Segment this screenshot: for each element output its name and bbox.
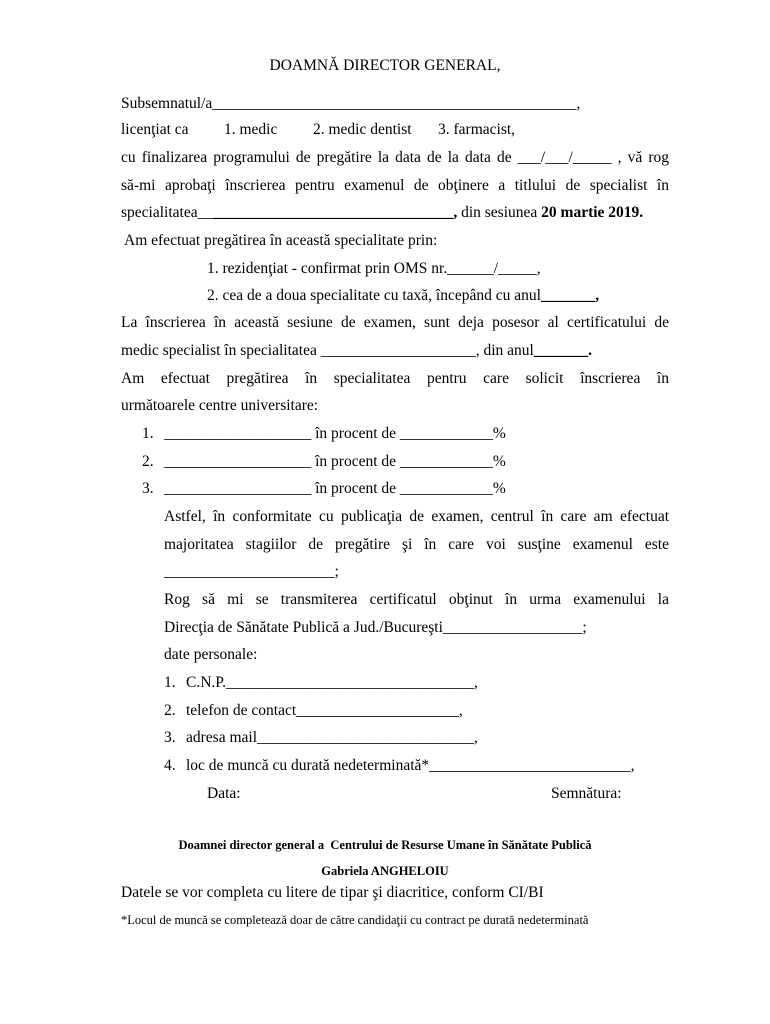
inscriere-text: medic specialist în specialitatea ____________________, din anul	[121, 342, 534, 359]
centre-line-2: următoarele centre universitare:	[121, 397, 319, 414]
inscriere-blank: _______.	[533, 342, 592, 359]
centru-1-text: ___________________ în procent de ____________%	[164, 425, 506, 442]
licentiat-label: licenţiat ca	[121, 121, 189, 138]
inscriere-line-2	[121, 341, 592, 361]
option-farmacist: 3. farmacist,	[438, 121, 516, 138]
astfel-line-3: ______________________;	[164, 563, 339, 580]
subsemnatul-line: Subsemnatul/a_______________________________________________,	[121, 95, 581, 112]
addressee-line-2: Gabriela ANGHELOIU	[321, 864, 449, 878]
finalizare-line: cu finalizarea programului de pregătire la data de la data de ___/___/_____ , vă rog	[121, 149, 669, 166]
option-medic: 1. medic	[224, 121, 278, 138]
inscriere-line-1: La înscrierea în această sesiune de examen, sunt deja posesor al certificatului de	[121, 314, 669, 331]
data-label: Data:	[207, 785, 241, 802]
completion-note: Datele se vor completa cu litere de tipar şi diacritice, conform CI/BI	[121, 884, 544, 901]
telefon-field: telefon de contact_____________________,	[186, 702, 463, 719]
centru-1-number: 1.	[142, 425, 154, 442]
a-doua-specialitate-blank: _______,	[540, 287, 600, 304]
centru-3-text: ___________________ în procent de ____________%	[164, 480, 506, 497]
sesiune-label: din sesiunea	[457, 204, 542, 221]
specialitatea-line	[121, 203, 643, 223]
semnatura-label: Semnătura:	[551, 785, 622, 802]
option-medic-dentist: 2. medic dentist	[313, 121, 412, 138]
addressee-line-1: Doamnei director general a Centrului de Resurse Umane în Sănătate Publică	[178, 838, 592, 852]
cnp-field: C.N.P.________________________________,	[186, 674, 478, 691]
date-personale-label: date personale:	[164, 646, 258, 663]
specialitatea-blank: _______________________________,	[213, 204, 458, 221]
centru-2-number: 2.	[142, 453, 154, 470]
a-doua-specialitate-item	[207, 286, 599, 306]
centre-line-1: Am efectuat pregătirea în specialitatea pentru care solicit înscrierea în	[121, 370, 669, 387]
efectuat-line: Am efectuat pregătirea în această specialitate prin:	[121, 232, 438, 249]
telefon-number: 2.	[164, 702, 176, 719]
rezidentiat-item: 1. rezidenţiat - confirmat prin OMS nr.______/_____,	[207, 260, 541, 277]
aprobati-line: să-mi aprobaţi înscrierea pentru examenul de obţinere a titlului de specialist în	[121, 177, 669, 194]
centru-3-number: 3.	[142, 480, 154, 497]
a-doua-specialitate-text: 2. cea de a doua specialitate cu taxă, începând cu anul	[207, 287, 541, 304]
mail-number: 3.	[164, 729, 176, 746]
loc-munca-number: 4.	[164, 757, 176, 774]
rog-line-2: Direcţia de Sănătate Publică a Jud./Bucureşti__________________;	[164, 619, 587, 636]
centru-2-text: ___________________ în procent de ____________%	[164, 453, 506, 470]
footnote: *Locul de muncă se completează doar de către candidaţii cu contract pe durată nedeterminată	[121, 913, 589, 927]
specialitatea-prefix: specialitatea__	[121, 204, 214, 221]
page-title: DOAMNĂ DIRECTOR GENERAL,	[269, 57, 501, 74]
rog-line-1: Rog să mi se transmiterea certificatul obţinut în urma examenului la	[164, 591, 669, 608]
mail-field: adresa mail____________________________,	[186, 729, 478, 746]
astfel-line-2: majoritatea stagiilor de pregătire şi în care voi susţine examenul este	[164, 536, 669, 553]
sesiune-date: 20 martie 2019.	[541, 204, 644, 221]
cnp-number: 1.	[164, 674, 176, 691]
astfel-line-1: Astfel, în conformitate cu publicaţia de examen, centrul în care am efectuat	[164, 508, 669, 525]
loc-munca-field: loc de muncă cu durată nedeterminată*__________________________,	[186, 757, 635, 774]
